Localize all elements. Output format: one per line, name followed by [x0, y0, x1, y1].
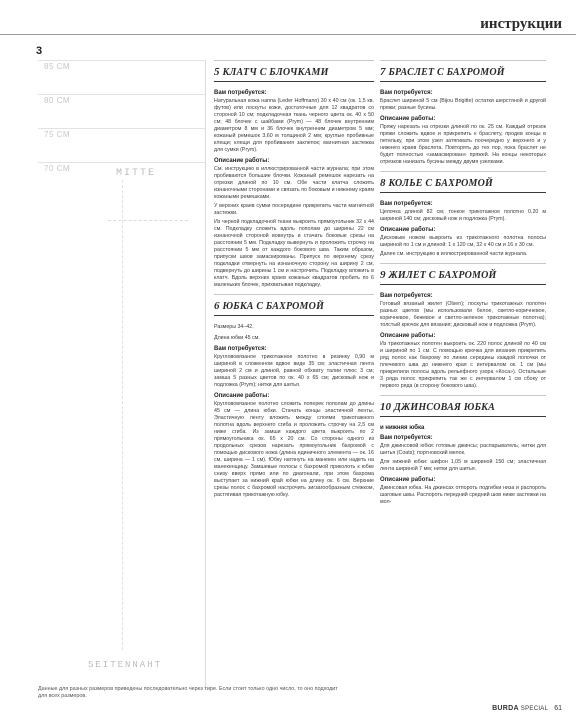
- block-title: [380, 395, 546, 417]
- block-heading: БРАСЛЕТ С БАХРОМОЙ: [388, 67, 505, 78]
- section-heading: Вам потребуется:: [380, 435, 433, 441]
- paragraph: Готовый вязаный жилет (Olsen); лоскуты трикотажных полотен разных цветов (мы использовали белое, светло-коричневое, коричневое, бежевое и светло-зеленое трикотажные полотна); толстый крючок для вязания; дисковый нож и подложка (Prym).: [380, 301, 546, 328]
- paragraph: Пряжу нарезать на отрезки длиной по ок. 25 см. Каждый отрезок пряжи сложить вдвое и прикрепить к браслету, продев концы в петельку, при этом узел затягивать поочередно у верхнего и у нижнего краев браслета. Повторять до тех пор, пока браслет не будет полностью «замаскирован» пряжей. На концы некоторых отрезков нанизать бусины между двумя узелками.: [380, 124, 546, 165]
- ruler-label-center: MITTE: [116, 168, 157, 179]
- ruler-mark: 85 CM: [44, 62, 71, 71]
- page-footer: [492, 705, 562, 712]
- ruler-line: [38, 94, 206, 95]
- paragraph: Дисковым ножом выкроить из трикотажного полотна полосы шириной по 1 см и длиной: 1 х 120 см, 32 х 40 см и 16 х 30 см.: [380, 235, 546, 248]
- block-title: [380, 263, 546, 285]
- section-heading: Вам потребуется:: [380, 90, 433, 96]
- ruler-dashed-line: [108, 220, 188, 221]
- block-heading: ЖИЛЕТ С БАХРОМОЙ: [388, 270, 497, 281]
- block-title: [214, 294, 374, 316]
- block-title: [380, 171, 546, 193]
- block-number: 10: [380, 401, 391, 413]
- paragraph: У верхних краев сумки посередине прикрепить части магнитной застежки.: [214, 203, 374, 216]
- paragraph: Джинсовая юбка. На джинсах отпороть подгибки низа и распороть шаговые швы. Распороть передний средний шов ниже застежки на мол-: [380, 485, 546, 505]
- section-heading: Вам потребуется:: [214, 346, 267, 352]
- block-number: 8: [380, 177, 386, 189]
- ruler-mark: 70 CM: [44, 164, 71, 173]
- paragraph: См. инструкцию в иллюстрированной части журнала; при этом пробиваются большие блочки. Кожаный ремешок нарезать на отрезки длиной по 10 см. Обе части клатча сложить изнаночными сторонами и связать по боковым и нижнему краям кожаными ремешками.: [214, 166, 374, 200]
- block-number: 9: [380, 269, 386, 281]
- section-heading: Описание работы:: [380, 227, 436, 233]
- instruction-block: [380, 171, 546, 258]
- instruction-block: [380, 395, 546, 506]
- right-column: [380, 60, 546, 511]
- block-title: [380, 60, 546, 82]
- paragraph: Для джинсовой юбки: готовые джинсы; распарыватель; нитки для шитья (Coats); портновский мелок.: [380, 443, 546, 456]
- instruction-block: [380, 263, 546, 390]
- section-heading: Описание работы:: [380, 477, 436, 483]
- length-line: Длина юбки 45 см.: [214, 335, 260, 341]
- block-subtitle: и нижняя юбка: [380, 425, 425, 431]
- paragraph: Круглововязаное полотно сложить поперек пополам до длины 45 см — длина юбки. Стачать концы эластичной ленты. Эластичную ленту вложить между слоями трикотажного полотна вдоль верхнего сгиба и проложить строчку на 2,5 см ниже сгиба. Из замши каждого цвета выкроить по 2 прямоугольника ок. 65 х 20 см. Со стороны одного из продольных срезов нарезать прямоугольник бахромой с помощью дискового ножа (длина единичного элемента — ок. 16 см, ширина — 1 см). Юбку натянуть на манекен или надеть на манекенщицу. Замшевые полосы с бахромой приколоть к юбке снизу вверх прямо или по диагонали, при этом бахрома выступает за нижний край юбки на длину ок. 6 см. Верхние срезы полос с бахромой настрочить зигзагообразным стежком, растягивая трикотажную юбку.: [214, 401, 374, 498]
- header-rule: [0, 34, 576, 35]
- magazine-brand: BURDA: [492, 705, 519, 712]
- section-heading: Описание работы:: [380, 333, 436, 339]
- size-footnote: Данные для разных размеров приведены последовательно через тире. Если стоит только одно число, то оно подходит для всех размеров.: [38, 686, 338, 700]
- block-title: [214, 60, 374, 82]
- instruction-block: [214, 294, 374, 499]
- ruler-mark: 80 CM: [44, 96, 71, 105]
- instruction-block: [214, 60, 374, 289]
- block-heading: КЛАТЧ С БЛОЧКАМИ: [222, 67, 329, 78]
- paragraph: Браслет шириной 5 см (Bijou Brigitte) остатки шерстяной и другой пряжи; разные бусины.: [380, 98, 546, 111]
- section-heading: Описание работы:: [380, 116, 436, 122]
- ruler-line: [38, 128, 206, 129]
- instruction-block: [380, 60, 546, 166]
- paragraph: Круглововязаное трикотажное полотно в резинку 0,90 м шириной в сложенном вдвое виде 35 см; эластичная лента шириной 2 см и длиной, равной обхвату талии плюс 3 см; замша 5 разных цветов по ок. 40 х 65 см; дисковый нож и подложка (Prym); нитки для шитья.: [214, 354, 374, 388]
- block-heading: КОЛЬЕ С БАХРОМОЙ: [388, 178, 494, 189]
- section-heading: Вам потребуется:: [380, 293, 433, 299]
- paragraph: Для нижней юбки: шифон 1,05 м шириной 150 см; эластичная лента шириной 7 мм; нитки для шитья.: [380, 459, 546, 472]
- section-heading: Вам потребуется:: [214, 90, 267, 96]
- block-heading: ДЖИНСОВАЯ ЮБКА: [394, 402, 495, 413]
- left-column: [214, 60, 374, 504]
- paragraph: Из черной подкладочной ткани выкроить прямоугольник 32 х 44 см. Подкладку сложить вдоль пополам до ширины 22 см изнаночной стороной вовнутрь и стачать боковые срезы на расстоянии 5 мм. Подкладку вывернуть и проложить строчку на расстоянии 5 мм от каждого бокового шва. Таким образом, припуски швов замаскированы. Припуск по верхнему срезу подкладки отвернуть на изнаночную сторону на ширину 2 см, подвернуть до ширины 1 см и настрочить. Подкладку вложить в клатч. Вдоль верхних краев кожаных квадратов пробить по 6 маленьких блочек, прихватывая подкладку.: [214, 219, 374, 288]
- ruler-dashed-line: [122, 180, 123, 650]
- paragraph: Натуральная кожа наппа (Leder Hoffmann) 30 х 40 см (ок. 1,5 кв. футов) или лоскуты кожи, достаточные для 12 квадратов со стороной 10 см; подкладочная ткань черного цвета ок. 40 х 50 см; 48 блочек с шайбами (Prym) — 48 блочек внутренним диаметром 8 мм и 36 блочек внутренним диаметром 5 мм; кожаный ремешок 3,60 м толщиной 2 мм; круглые пробивные клещи; клещи для пробивания заклепок; магнитная застежка для сумки (Prym).: [214, 98, 374, 153]
- section-heading: Вам потребуется:: [380, 201, 433, 207]
- magazine-edition: SPECIAL: [520, 706, 549, 712]
- section-heading: Описание работы:: [214, 393, 270, 399]
- section-title: инструкции: [472, 16, 562, 33]
- page-number: 61: [554, 705, 562, 712]
- block-heading: ЮБКА С БАХРОМОЙ: [222, 301, 325, 312]
- paragraph: Далее см. инструкцию в иллюстрированной части журнала.: [380, 251, 528, 257]
- paragraph: Из трикотажных полотен выкроить ок. 220 полос длиной по 40 см и шириной по 1 см. С помощью крючка для вязания прикрепить ряд полос как бахрому по линии середины каждой полочки от плечевого шва до нижнего края с интервалом ок. 1 см (мы прикрепили полосы вдоль рельефного узора «Коса»). Остальные 3 ряда полос прикрепить так же с интервалом 1 см сбоку от первого ряда (в сторону бокового шва).: [380, 341, 546, 389]
- sizes-line: Размеры 34–42.: [214, 324, 254, 330]
- ruler-label-side-seam: SEITENNAHT: [88, 660, 163, 670]
- block-number: 5: [214, 66, 220, 78]
- paragraph: Цепочка длиной 82 см; тонкое трикотажное полотно 0,20 м шириной 140 см; дисковый нож и подложка (Prym).: [380, 209, 546, 222]
- block-number: 7: [380, 66, 386, 78]
- ruler-line: [38, 162, 206, 163]
- ruler-mark: 75 CM: [44, 130, 71, 139]
- ruler-line: [38, 60, 206, 61]
- block-number: 6: [214, 300, 220, 312]
- section-heading: Описание работы:: [214, 158, 270, 164]
- pattern-sheet-number: 3: [36, 45, 43, 57]
- pattern-ruler: [38, 60, 206, 690]
